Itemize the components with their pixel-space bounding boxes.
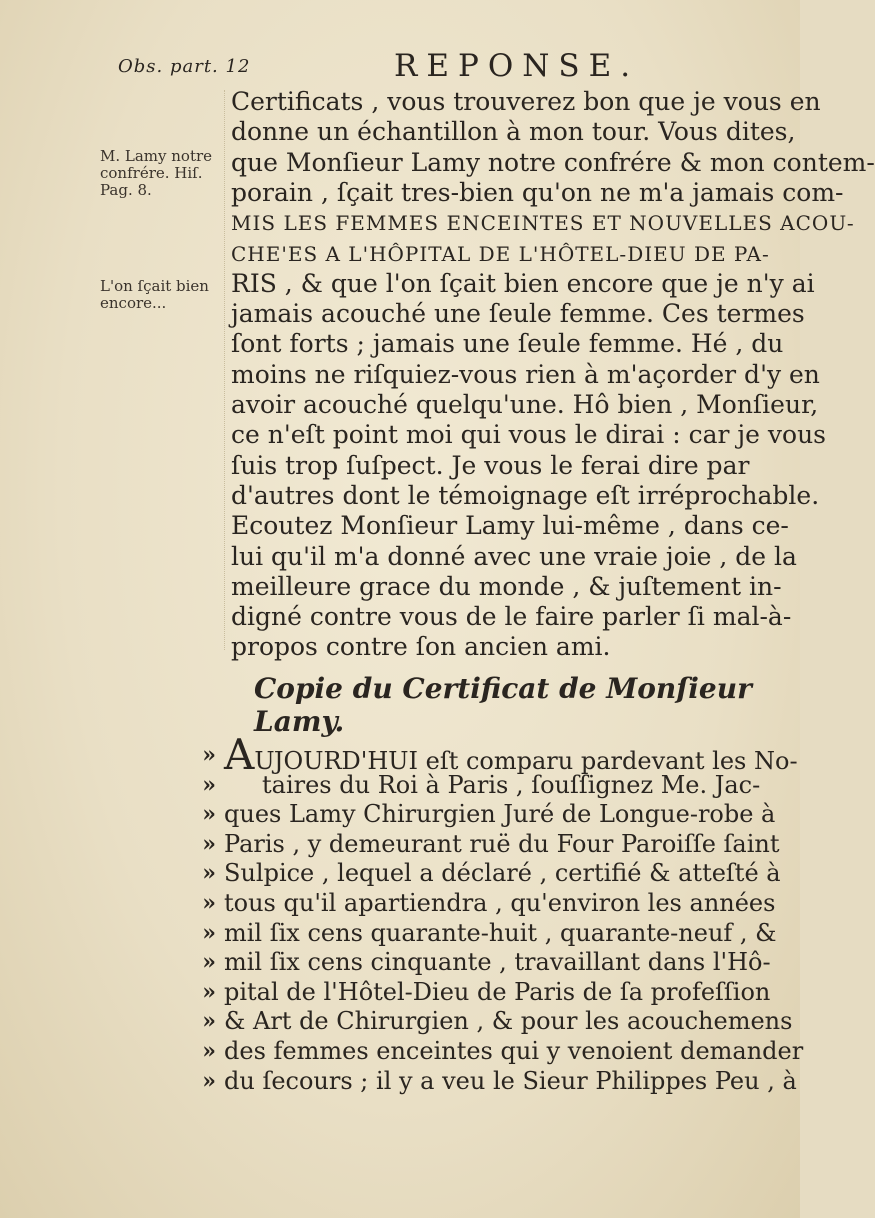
drop-cap: A bbox=[224, 730, 255, 779]
page-header bbox=[118, 48, 770, 88]
certificate-line: mil ſix cens quarante-huit , quarante-neuf , & bbox=[224, 918, 777, 947]
quote-mark: » bbox=[202, 860, 216, 887]
body-line: que Monſieur Lamy notre confrére & mon contem- bbox=[231, 147, 875, 177]
body-line: Ecoutez Monſieur Lamy lui-même , dans ce- bbox=[231, 511, 789, 541]
quote-mark: » bbox=[202, 1067, 216, 1094]
certificate-line: des femmes enceintes qui y venoient demander bbox=[224, 1037, 804, 1065]
certificate-line: mil ſix cens cinquante , travaillant dans l'Hô- bbox=[224, 948, 771, 977]
quote-mark: » bbox=[202, 801, 216, 828]
body-line: donne un échantillon à mon tour. Vous dites, bbox=[231, 117, 796, 147]
body-line: digné contre vous de le faire parler ſi mal-à- bbox=[231, 602, 792, 632]
body-line: propos contre ſon ancien ami. bbox=[231, 632, 611, 662]
body-line: porain , ſçait tres-bien qu'on ne m'a jamais com- bbox=[231, 177, 844, 207]
running-head-title: REPONSE. bbox=[394, 48, 640, 84]
body-line: ce n'eſt point moi qui vous le dirai : car je vous bbox=[231, 420, 827, 450]
quote-mark: » bbox=[202, 919, 216, 946]
body-line: meilleure grace du monde , & juſtement in- bbox=[231, 571, 782, 601]
body-line: moins ne riſquiez-vous rien à m'açorder d'y en bbox=[231, 359, 820, 389]
body-line: jamais acouché une ſeule femme. Ces termes bbox=[231, 299, 805, 329]
certificate-line: ques Lamy Chirurgien Juré de Longue-robe à bbox=[224, 800, 776, 829]
body-line: CHE'ES A L'HÔPITAL DE L'HÔTEL-DIEU DE PA- bbox=[231, 241, 770, 266]
body-line: lui qu'il m'a donné avec une vraie joie , de la bbox=[231, 541, 797, 571]
margin-note-lon-scait: L'on ſçait bien encore... bbox=[100, 277, 209, 312]
quote-mark: » bbox=[202, 830, 216, 857]
section-heading: Copie du Certificat de Monſieur Lamy. bbox=[254, 672, 752, 738]
certificate-line: AUJOURD'HUI eſt comparu pardevant les No- bbox=[224, 730, 798, 779]
body-line: ſont forts ; jamais une ſeule femme. Hé , du bbox=[231, 329, 784, 359]
margin-note-lamy: M. Lamy notre confrére. Hiſ. Pag. 8. bbox=[100, 147, 213, 199]
body-line: avoir acouché quelqu'une. Hô bien , Monſieur, bbox=[231, 390, 819, 419]
quote-mark: » bbox=[202, 771, 216, 798]
quote-mark: » bbox=[202, 978, 216, 1005]
body-line: Certificats , vous trouverez bon que je vous en bbox=[231, 87, 821, 116]
body-line: ſuis trop ſuſpect. Je vous le ferai dire par bbox=[231, 450, 750, 480]
certificate-line: Sulpice , lequel a déclaré , certifié & atteſté à bbox=[224, 859, 781, 888]
certificate-line: tous qu'il apartiendra , qu'environ les années bbox=[224, 889, 776, 917]
quote-mark: » bbox=[202, 1038, 216, 1064]
certificate-line: pital de l'Hôtel-Dieu de Paris de ſa profeſſion bbox=[224, 977, 771, 1006]
certificate-line: Paris , y demeurant ruë du Four Paroiſſe ſaint bbox=[224, 829, 780, 858]
body-line: MIS LES FEMMES ENCEINTES ET NOUVELLES ACOU- bbox=[231, 211, 855, 236]
quote-mark: » bbox=[202, 949, 216, 976]
quote-mark: » bbox=[202, 1008, 216, 1035]
certificate-line: du ſecours ; il y a veu le Sieur Philippes Peu , à bbox=[224, 1066, 797, 1095]
quote-mark: » bbox=[202, 742, 216, 768]
running-head-section: Obs. part. 12 bbox=[118, 56, 251, 77]
body-line: RIS , & que l'on ſçait bien encore que je n'y ai bbox=[231, 268, 815, 298]
body-line: d'autres dont le témoignage eſt irréprochable. bbox=[231, 480, 820, 510]
quote-mark: » bbox=[202, 890, 216, 916]
certificate-line: taires du Roi à Paris , ſouſſignez Me. Jac- bbox=[262, 770, 761, 799]
certificate-line: & Art de Chirurgien , & pour les acouchemens bbox=[224, 1007, 793, 1036]
